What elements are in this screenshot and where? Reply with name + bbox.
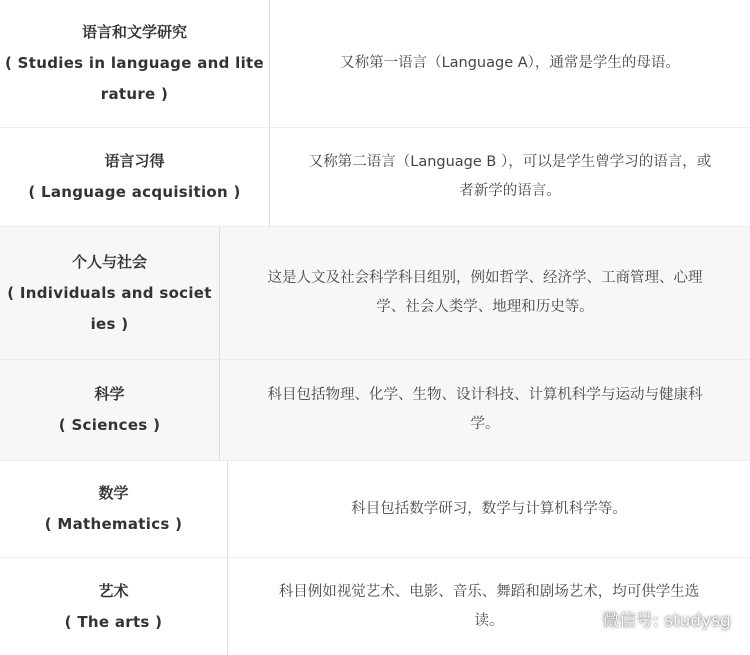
description-text-cont: 读。 [474, 612, 504, 629]
subject-name-cn: 语言习得 [104, 152, 165, 170]
description-cell [270, 0, 750, 127]
table-row [0, 227, 750, 359]
subject-name-en: ( Mathematics ) [44, 515, 183, 533]
subject-name-en: ( Studies in language and lite [5, 54, 264, 72]
subject-name-en: ( Individuals and societ [7, 283, 212, 302]
subject-cell [0, 558, 228, 655]
subject-name-en: ( The arts ) [64, 612, 163, 631]
watermark-text: 微信号: studysg [602, 611, 731, 631]
description-text: 科目例如视觉艺术、电影、音乐、舞蹈和剧场艺术，均可供学生选 [278, 583, 700, 600]
subject-name-cn: 科学 [94, 385, 125, 403]
description-text: 科目包括数学研习，数学与计算机科学等。 [351, 500, 627, 517]
description-text: 科目包括物理、化学、生物、设计科技、计算机科学与运动与健康科 [267, 387, 703, 403]
table-row [0, 128, 750, 226]
subject-cell [0, 227, 220, 359]
table-row [0, 0, 750, 127]
subject-name-en-cont: ies ) [90, 314, 129, 333]
description-text-cont: 学。 [470, 416, 500, 432]
subject-name-cn: 数学 [98, 484, 129, 502]
subject-cell [0, 360, 220, 460]
description-text: 又称第二语言（Language B ），可以是学生曾学习的语言，或 [308, 154, 712, 170]
subject-cell [0, 0, 270, 127]
description-text: 又称第一语言（Language A），通常是学生的母语。 [340, 55, 680, 71]
subject-cell [0, 461, 228, 557]
description-text-cont: 学、社会人类学、地理和历史等。 [376, 299, 594, 315]
subject-name-cn: 艺术 [98, 581, 129, 600]
subject-cell [0, 128, 270, 226]
description-cell [270, 128, 750, 226]
subject-name-en: ( Language acquisition ) [28, 183, 241, 201]
description-cell [220, 360, 750, 460]
description-text-cont: 者新学的语言。 [459, 183, 561, 199]
description-text: 这是人文及社会科学科目组别，例如哲学、经济学、工商管理、心理 [267, 270, 703, 286]
description-cell [228, 461, 750, 557]
subject-name-en: ( Sciences ) [58, 416, 161, 434]
subject-name-cn: 语言和文学研究 [81, 23, 187, 41]
table-row [0, 461, 750, 557]
table-row [0, 360, 750, 460]
watermark [572, 606, 731, 631]
description-cell [220, 227, 750, 359]
wechat-icon [572, 609, 596, 629]
subject-name-cn: 个人与社会 [71, 252, 147, 271]
subject-name-en-cont: rature ) [100, 85, 169, 103]
